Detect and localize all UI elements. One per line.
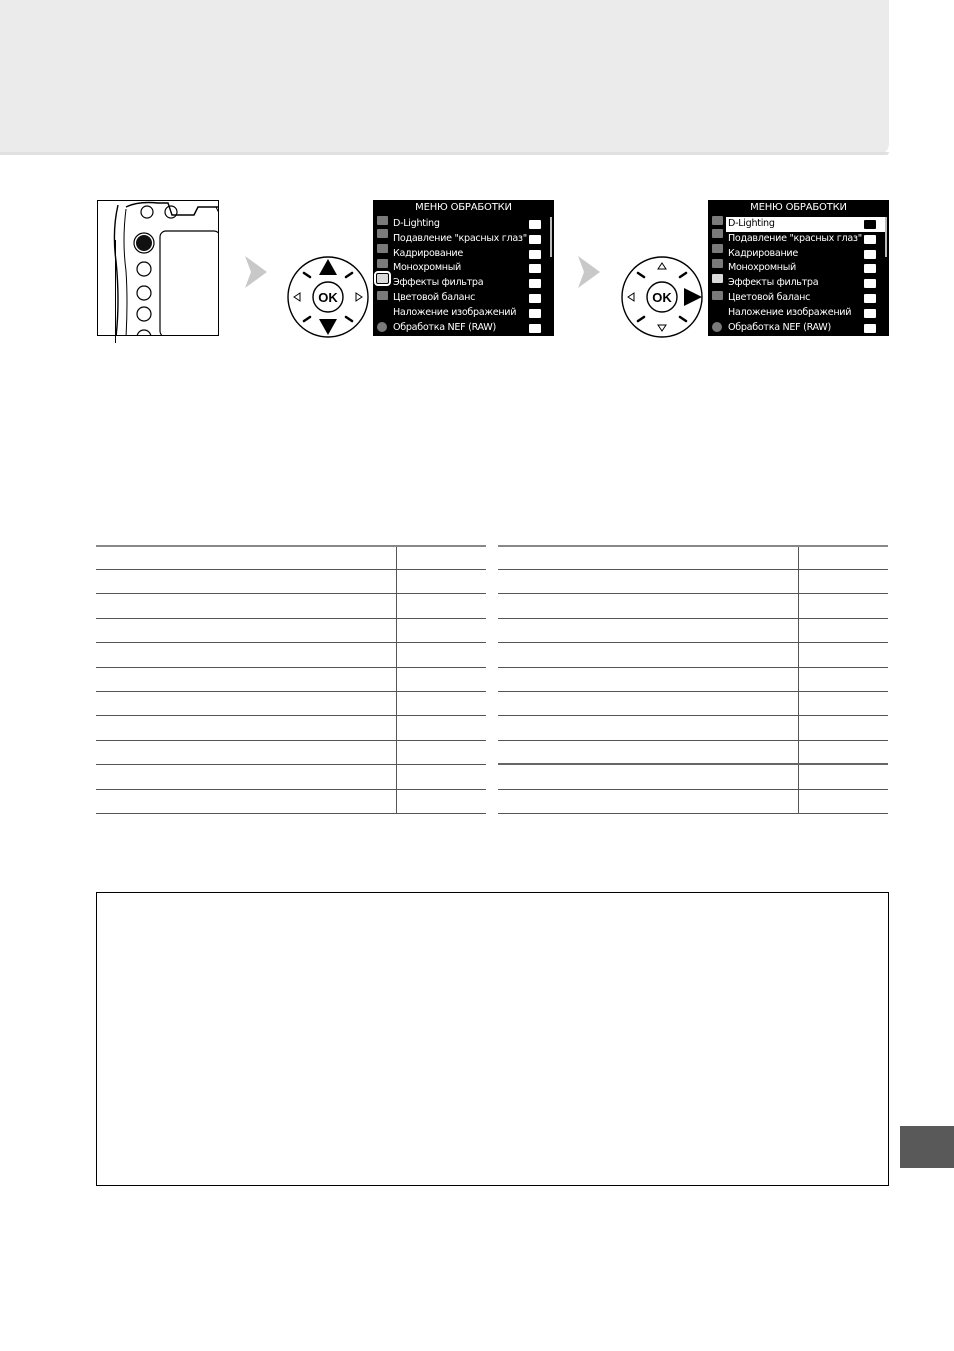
menu-item-option-icon bbox=[529, 220, 541, 229]
retouch-menu-screen-left bbox=[373, 200, 554, 336]
shooting-tab-icon bbox=[712, 229, 723, 238]
menu-item-option-icon bbox=[864, 250, 876, 259]
menu-item-option-icon bbox=[864, 309, 876, 318]
table-row bbox=[498, 716, 888, 740]
menu-item-option-icon bbox=[864, 324, 876, 333]
table-row bbox=[96, 765, 486, 789]
playback-tab-icon bbox=[377, 216, 388, 225]
column-header-option bbox=[498, 547, 798, 569]
help-icon bbox=[377, 322, 387, 332]
table-row bbox=[96, 619, 486, 643]
my-menu-tab-icon bbox=[377, 291, 388, 300]
menu-item[interactable] bbox=[726, 232, 886, 247]
menu-item-label: D-Lighting bbox=[728, 218, 775, 229]
menu-item[interactable] bbox=[391, 276, 551, 291]
menu-item-label: Цветовой баланс bbox=[393, 291, 476, 303]
table-header bbox=[498, 545, 888, 570]
column-header-page bbox=[798, 547, 888, 569]
menu-item[interactable] bbox=[726, 321, 886, 336]
header-rule bbox=[0, 152, 889, 155]
table-row bbox=[498, 619, 888, 643]
menu-item-option-icon bbox=[529, 250, 541, 259]
menu-item-label: Обработка NEF (RAW) bbox=[728, 321, 831, 333]
menu-item-list bbox=[726, 217, 886, 335]
playback-tab-icon bbox=[712, 216, 723, 225]
table-row bbox=[498, 594, 888, 618]
menu-item-label: Цветовой баланс bbox=[728, 291, 811, 303]
menu-item[interactable] bbox=[391, 217, 551, 232]
menu-item-label: Подавление "красных глаз" bbox=[728, 232, 862, 244]
menu-item-option-icon bbox=[529, 264, 541, 273]
custom-settings-tab-icon bbox=[712, 244, 723, 253]
table-row bbox=[96, 643, 486, 667]
retouch-menu-screen-right bbox=[708, 200, 889, 336]
column-header-option bbox=[96, 547, 396, 569]
retouch-tab-icon bbox=[712, 274, 723, 283]
header-band bbox=[0, 0, 889, 154]
menu-item-option-icon bbox=[529, 294, 541, 303]
menu-item-label: Кадрирование bbox=[393, 247, 463, 259]
table-row bbox=[498, 692, 888, 716]
menu-item[interactable] bbox=[726, 247, 886, 262]
table-row bbox=[96, 692, 486, 716]
menu-item[interactable] bbox=[391, 261, 551, 276]
menu-item-label: Подавление "красных глаз" bbox=[393, 232, 527, 244]
menu-item-option-icon bbox=[529, 235, 541, 244]
table-row bbox=[96, 741, 486, 765]
menu-item[interactable] bbox=[726, 291, 886, 306]
step-arrow-icon bbox=[578, 256, 600, 288]
step-arrow-icon bbox=[245, 256, 267, 288]
table-row bbox=[498, 741, 888, 765]
menu-tab-column bbox=[375, 216, 389, 334]
scrollbar bbox=[550, 217, 552, 257]
menu-item-label: Кадрирование bbox=[728, 247, 798, 259]
multi-selector-right[interactable] bbox=[620, 255, 704, 339]
camera-body-icon bbox=[98, 201, 219, 336]
note-box bbox=[96, 892, 889, 1186]
table-row bbox=[96, 594, 486, 618]
menu-item[interactable] bbox=[391, 321, 551, 336]
callout-leader-line bbox=[115, 240, 116, 343]
retouch-tab-icon[interactable] bbox=[377, 274, 388, 283]
shooting-tab-icon bbox=[377, 229, 388, 238]
menu-item[interactable] bbox=[391, 306, 551, 321]
menu-item-label: Наложение изображений bbox=[728, 306, 852, 318]
menu-item-label: Эффекты фильтра bbox=[728, 277, 819, 289]
menu-item[interactable] bbox=[391, 291, 551, 306]
menu-item[interactable] bbox=[726, 261, 886, 276]
menu-item-option-icon bbox=[864, 294, 876, 303]
menu-item-label: Эффекты фильтра bbox=[393, 277, 484, 289]
menu-title: МЕНЮ ОБРАБОТКИ bbox=[750, 202, 847, 213]
menu-item-list bbox=[391, 217, 551, 335]
menu-item-label: Монохромный bbox=[393, 262, 461, 274]
menu-item[interactable] bbox=[391, 232, 551, 247]
menu-item-label: Наложение изображений bbox=[393, 306, 517, 318]
menu-item[interactable] bbox=[726, 306, 886, 321]
menu-item[interactable] bbox=[726, 276, 886, 291]
menu-item-option-icon bbox=[864, 220, 876, 229]
menu-item[interactable] bbox=[726, 217, 886, 232]
table-row bbox=[498, 668, 888, 692]
multi-selector-up-down[interactable] bbox=[286, 255, 370, 339]
menu-item[interactable] bbox=[391, 247, 551, 262]
table-row bbox=[96, 790, 486, 814]
menu-item-option-icon bbox=[529, 279, 541, 288]
retouch-options-table-right bbox=[498, 545, 888, 814]
setup-tab-icon bbox=[377, 259, 388, 268]
menu-item-option-icon bbox=[864, 235, 876, 244]
help-icon bbox=[712, 322, 722, 332]
table-row bbox=[498, 570, 888, 594]
my-menu-tab-icon bbox=[712, 291, 723, 300]
svg-text:OK: OK bbox=[318, 290, 338, 305]
section-side-tab bbox=[900, 1126, 954, 1168]
table-row bbox=[498, 790, 888, 814]
table-row bbox=[96, 570, 486, 594]
retouch-options-table-left bbox=[96, 545, 486, 814]
menu-item-option-icon bbox=[864, 264, 876, 273]
table-row bbox=[498, 643, 888, 667]
column-header-page bbox=[396, 547, 486, 569]
menu-item-label: Обработка NEF (RAW) bbox=[393, 321, 496, 333]
table-row bbox=[498, 765, 888, 789]
svg-text:OK: OK bbox=[652, 290, 672, 305]
menu-item-option-icon bbox=[529, 324, 541, 333]
menu-item-label: D-Lighting bbox=[393, 218, 440, 229]
setup-tab-icon bbox=[712, 259, 723, 268]
menu-item-option-icon bbox=[529, 309, 541, 318]
table-header bbox=[96, 545, 486, 570]
table-row bbox=[96, 668, 486, 692]
menu-item-label: Монохромный bbox=[728, 262, 796, 274]
scrollbar bbox=[885, 217, 887, 257]
menu-item-option-icon bbox=[864, 279, 876, 288]
menu-tab-column bbox=[710, 216, 724, 334]
table-row bbox=[96, 716, 486, 740]
menu-title: МЕНЮ ОБРАБОТКИ bbox=[415, 202, 512, 213]
custom-settings-tab-icon bbox=[377, 244, 388, 253]
